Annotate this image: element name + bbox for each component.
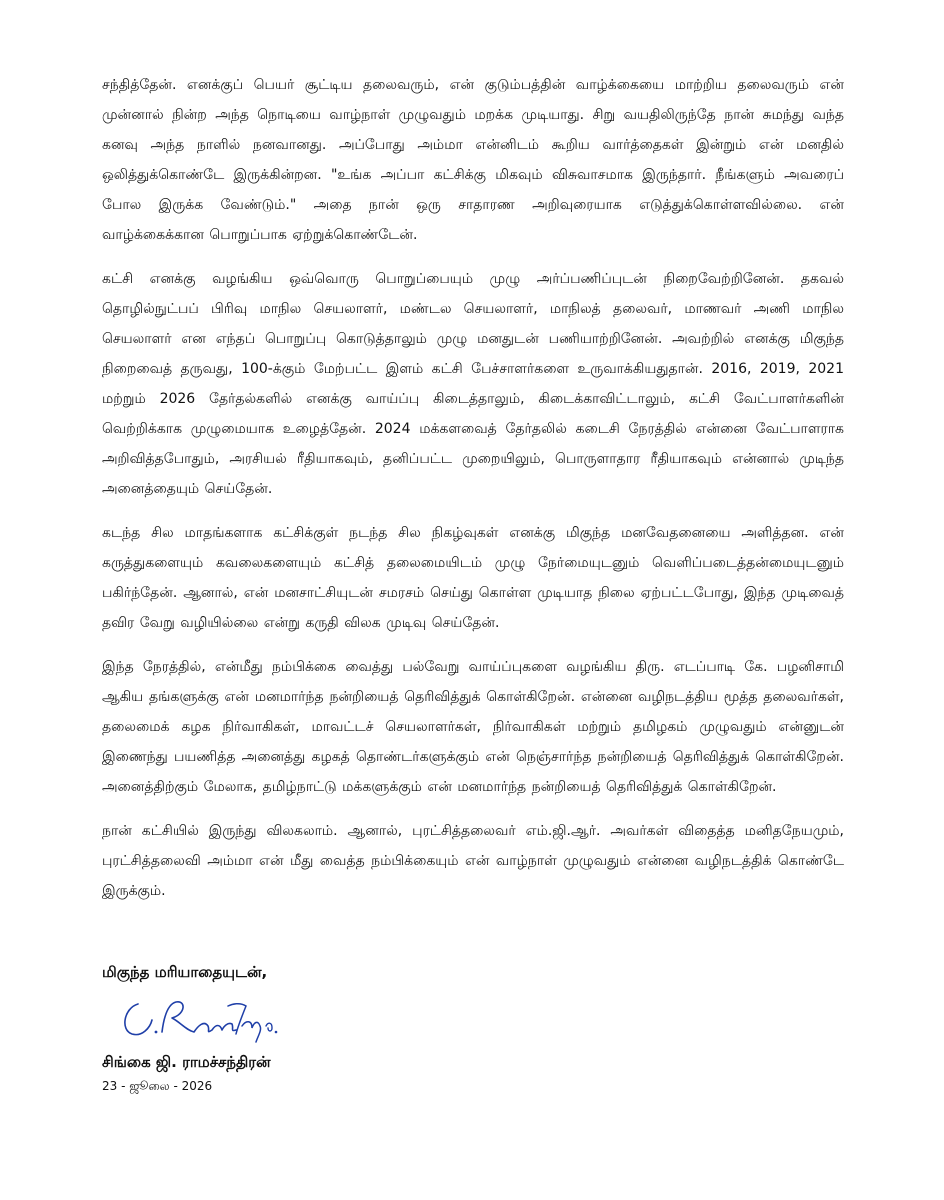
paragraph-2: கட்சி எனக்கு வழங்கிய ஒவ்வொரு பொறுப்பையும் முழு அர்ப்பணிப்புடன் நிறைவேற்றினேன். தகவல் தொழில்நுட்பப் பிரிவு மாநில செயலாளர், மண்டல செயலாளர், மாநிலத் தலைவர், மாணவர் அணி மாநில செயலாளர் என எந்தப் பொறுப்பு கொடுத்தாலும் முழு மனதுடன் பணியாற்றினேன். அவற்றில் எனக்கு மிகுந்த நிறைவைத் தருவது, 100-க்கும் மேற்பட்ட இளம் கட்சி பேச்சாளர்களை உருவாக்கியதுதான். 2016, 2019, 2021 மற்றும் 2026 தேர்தல்களில் எனக்கு வாய்ப்பு கிடைத்தாலும், கிடைக்காவிட்டாலும், கட்சி வேட்பாளர்களின் வெற்றிக்காக முழுமையாக உழைத்தேன். 2024 மக்களவைத் தேர்தலில் கடைசி நேரத்தில் என்னை வேட்பாளராக அறிவித்தபோதும், அரசியல் ரீதியாகவும், தனிப்பட்ட முறையிலும், பொருளாதார ரீதியாகவும் என்னால் முடிந்த அனைத்தையும் செய்தேன். [102,271,844,497]
paragraph-4: இந்த நேரத்தில், என்மீது நம்பிக்கை வைத்து பல்வேறு வாய்ப்புகளை வழங்கிய திரு. எடப்பாடி கே. பழனிசாமி ஆகிய தங்களுக்கு என் மனமார்ந்த நன்றியைத் தெரிவித்துக் கொள்கிறேன். என்னை வழிநடத்திய மூத்த தலைவர்கள், தலைமைக் கழக நிர்வாகிகள், மாவட்டச் செயலாளர்கள், நிர்வாகிகள் மற்றும் தமிழகம் முழுவதும் என்னுடன் இணைந்து பயணித்த அனைத்து கழகத் தொண்டர்களுக்கும் என் நெஞ்சார்ந்த நன்றியைத் தெரிவித்துக் கொள்கிறேன். அனைத்திற்கும் மேலாக, தமிழ்நாட்டு மக்களுக்கும் என் மனமார்ந்த நன்றியைத் தெரிவித்துக் கொள்கிறேன். [102,659,844,795]
signer-name: சிங்கை ஜி. ராமச்சந்திரன் [102,1053,271,1071]
paragraph-1: சந்தித்தேன். எனக்குப் பெயர் சூட்டிய தலைவரும், என் குடும்பத்தின் வாழ்க்கையை மாற்றிய தலைவரும் என் முன்னால் நின்ற அந்த நொடியை வாழ்நாள் முழுவதும் மறக்க முடியாது. சிறு வயதிலிருந்தே நான் சுமந்து வந்த கனவு அந்த நாளில் நனவானது. அப்போது அம்மா என்னிடம் கூறிய வார்த்தைகள் இன்றும் என் மனதில் ஒலித்துக்கொண்டே இருக்கின்றன. "உங்க அப்பா கட்சிக்கு மிகவும் விசுவாசமாக இருந்தார். நீங்களும் அவரைப் போல இருக்க வேண்டும்." அதை நான் ஒரு சாதாரண அறிவுரையாக எடுத்துக்கொள்ளவில்லை. என் வாழ்க்கைக்கான பொறுப்பாக ஏற்றுக்கொண்டேன். [102,77,844,243]
letter-closing [102,960,522,1096]
paragraph-5: நான் கட்சியில் இருந்து விலகலாம். ஆனால், புரட்சித்தலைவர் எம்.ஜி.ஆர். அவர்கள் விதைத்த மனிதநேயமும், புரட்சித்தலைவி அம்மா என் மீது வைத்த நம்பிக்கையும் என் வாழ்நாள் முழுவதும் என்னை வழிநடத்திக் கொண்டே இருக்கும். [102,823,844,899]
handwritten-signature [116,990,286,1048]
closing-salutation: மிகுந்த மரியாதையுடன், [102,963,268,981]
letter-date: 23 - ஜூலை - 2026 [102,1079,213,1093]
letter-body [102,70,844,920]
paragraph-3: கடந்த சில மாதங்களாக கட்சிக்குள் நடந்த சில நிகழ்வுகள் எனக்கு மிகுந்த மனவேதனையை அளித்தன. என் கருத்துகளையும் கவலைகளையும் கட்சித் தலைமையிடம் முழு நேர்மையுடனும் வெளிப்படைத்தன்மையுடனும் பகிர்ந்தேன். ஆனால், என் மனசாட்சியுடன் சமரசம் செய்து கொள்ள முடியாத நிலை ஏற்பட்டபோது, இந்த முடிவைத் தவிர வேறு வழியில்லை என்று கருதி விலக முடிவு செய்தேன். [102,525,844,631]
